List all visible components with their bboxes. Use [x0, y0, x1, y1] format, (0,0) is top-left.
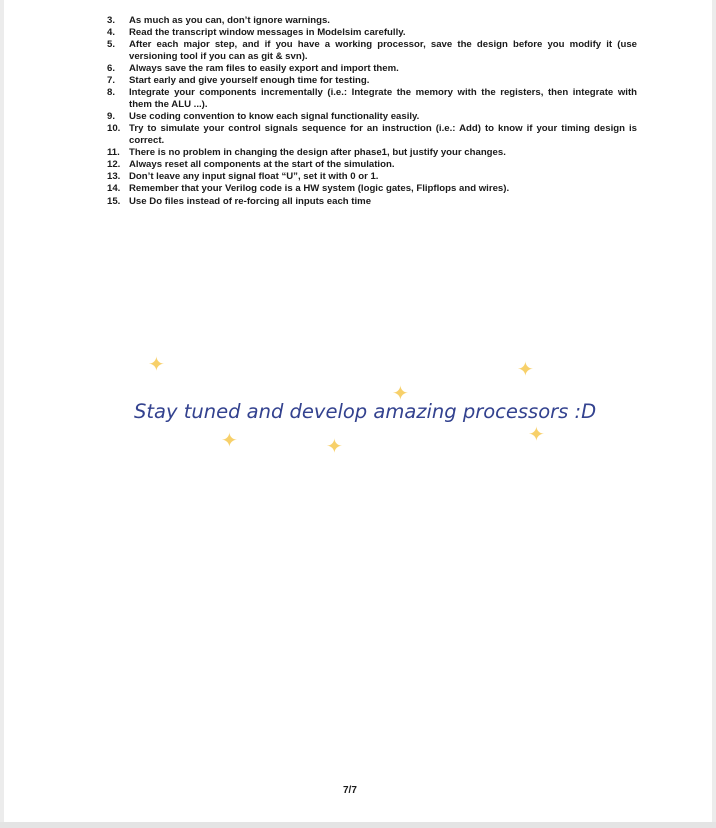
tip-text: There is no problem in changing the design after phase1, but justify your changes.	[129, 146, 506, 158]
tip-item	[107, 63, 637, 74]
tip-item	[107, 75, 637, 86]
tip-text: Use Do files instead of re-forcing all inputs each time	[129, 195, 372, 207]
tip-text: Always reset all components at the start of the simulation.	[129, 159, 395, 171]
tip-item	[107, 159, 637, 170]
tip-item	[107, 111, 637, 122]
sparkle-icon: ✦	[392, 383, 409, 405]
page-number: 7/7	[343, 785, 357, 796]
sparkle-icon: ✦	[517, 359, 534, 381]
closing-message: Stay tuned and develop amazing processors :D	[134, 400, 597, 423]
tip-item	[107, 196, 637, 207]
tip-number: 12.	[107, 159, 121, 171]
tip-number: 15.	[107, 195, 121, 207]
tip-number: 6.	[107, 63, 116, 75]
tip-item	[107, 87, 637, 110]
tip-number: 10.	[107, 123, 121, 135]
document-page	[4, 0, 712, 822]
sparkle-icon: ✦	[528, 424, 545, 446]
tip-text: Always save the ram files to easily export and import them.	[129, 63, 399, 75]
tip-number: 3.	[107, 15, 116, 26]
tip-item	[107, 183, 637, 194]
tips-list	[107, 15, 637, 208]
tip-item	[107, 39, 637, 62]
tip-number: 5.	[107, 39, 116, 51]
tip-text: Integrate your components incrementally (i.e.: Integrate the memory with the registers, then integrate with them the ALU ...).	[129, 87, 637, 110]
tip-text: Don’t leave any input signal float “U”, set it with 0 or 1.	[129, 171, 379, 183]
tip-item	[107, 171, 637, 182]
tip-text: Start early and give yourself enough time for testing.	[129, 75, 370, 87]
sparkle-icon: ✦	[326, 436, 343, 458]
tip-number: 11.	[107, 146, 120, 158]
tip-text: Use coding convention to know each signal functionality easily.	[129, 111, 420, 123]
tip-number: 4.	[107, 27, 116, 39]
tip-item	[107, 147, 637, 158]
tip-number: 7.	[107, 75, 116, 87]
sparkle-icon: ✦	[148, 354, 165, 376]
tip-number: 8.	[107, 87, 116, 99]
tip-number: 14.	[107, 183, 121, 195]
tip-text: Read the transcript window messages in Modelsim carefully.	[129, 27, 406, 39]
tip-text: Remember that your Verilog code is a HW system (logic gates, Flipflops and wires).	[129, 183, 510, 195]
sparkle-icon: ✦	[221, 430, 238, 452]
tip-number: 9.	[107, 111, 116, 123]
tip-number: 13.	[107, 171, 121, 183]
tip-item	[107, 15, 637, 26]
tip-item	[107, 27, 637, 38]
tip-text: After each major step, and if you have a working processor, save the design before you modify it (use versioning tool if you can as git & svn).	[129, 39, 637, 62]
tip-item	[107, 123, 637, 146]
tip-text: As much as you can, don’t ignore warnings.	[129, 15, 330, 26]
viewer-bottom-edge	[0, 822, 716, 828]
tip-text: Try to simulate your control signals sequence for an instruction (i.e.: Add) to know if your timing design is correct.	[129, 123, 637, 146]
